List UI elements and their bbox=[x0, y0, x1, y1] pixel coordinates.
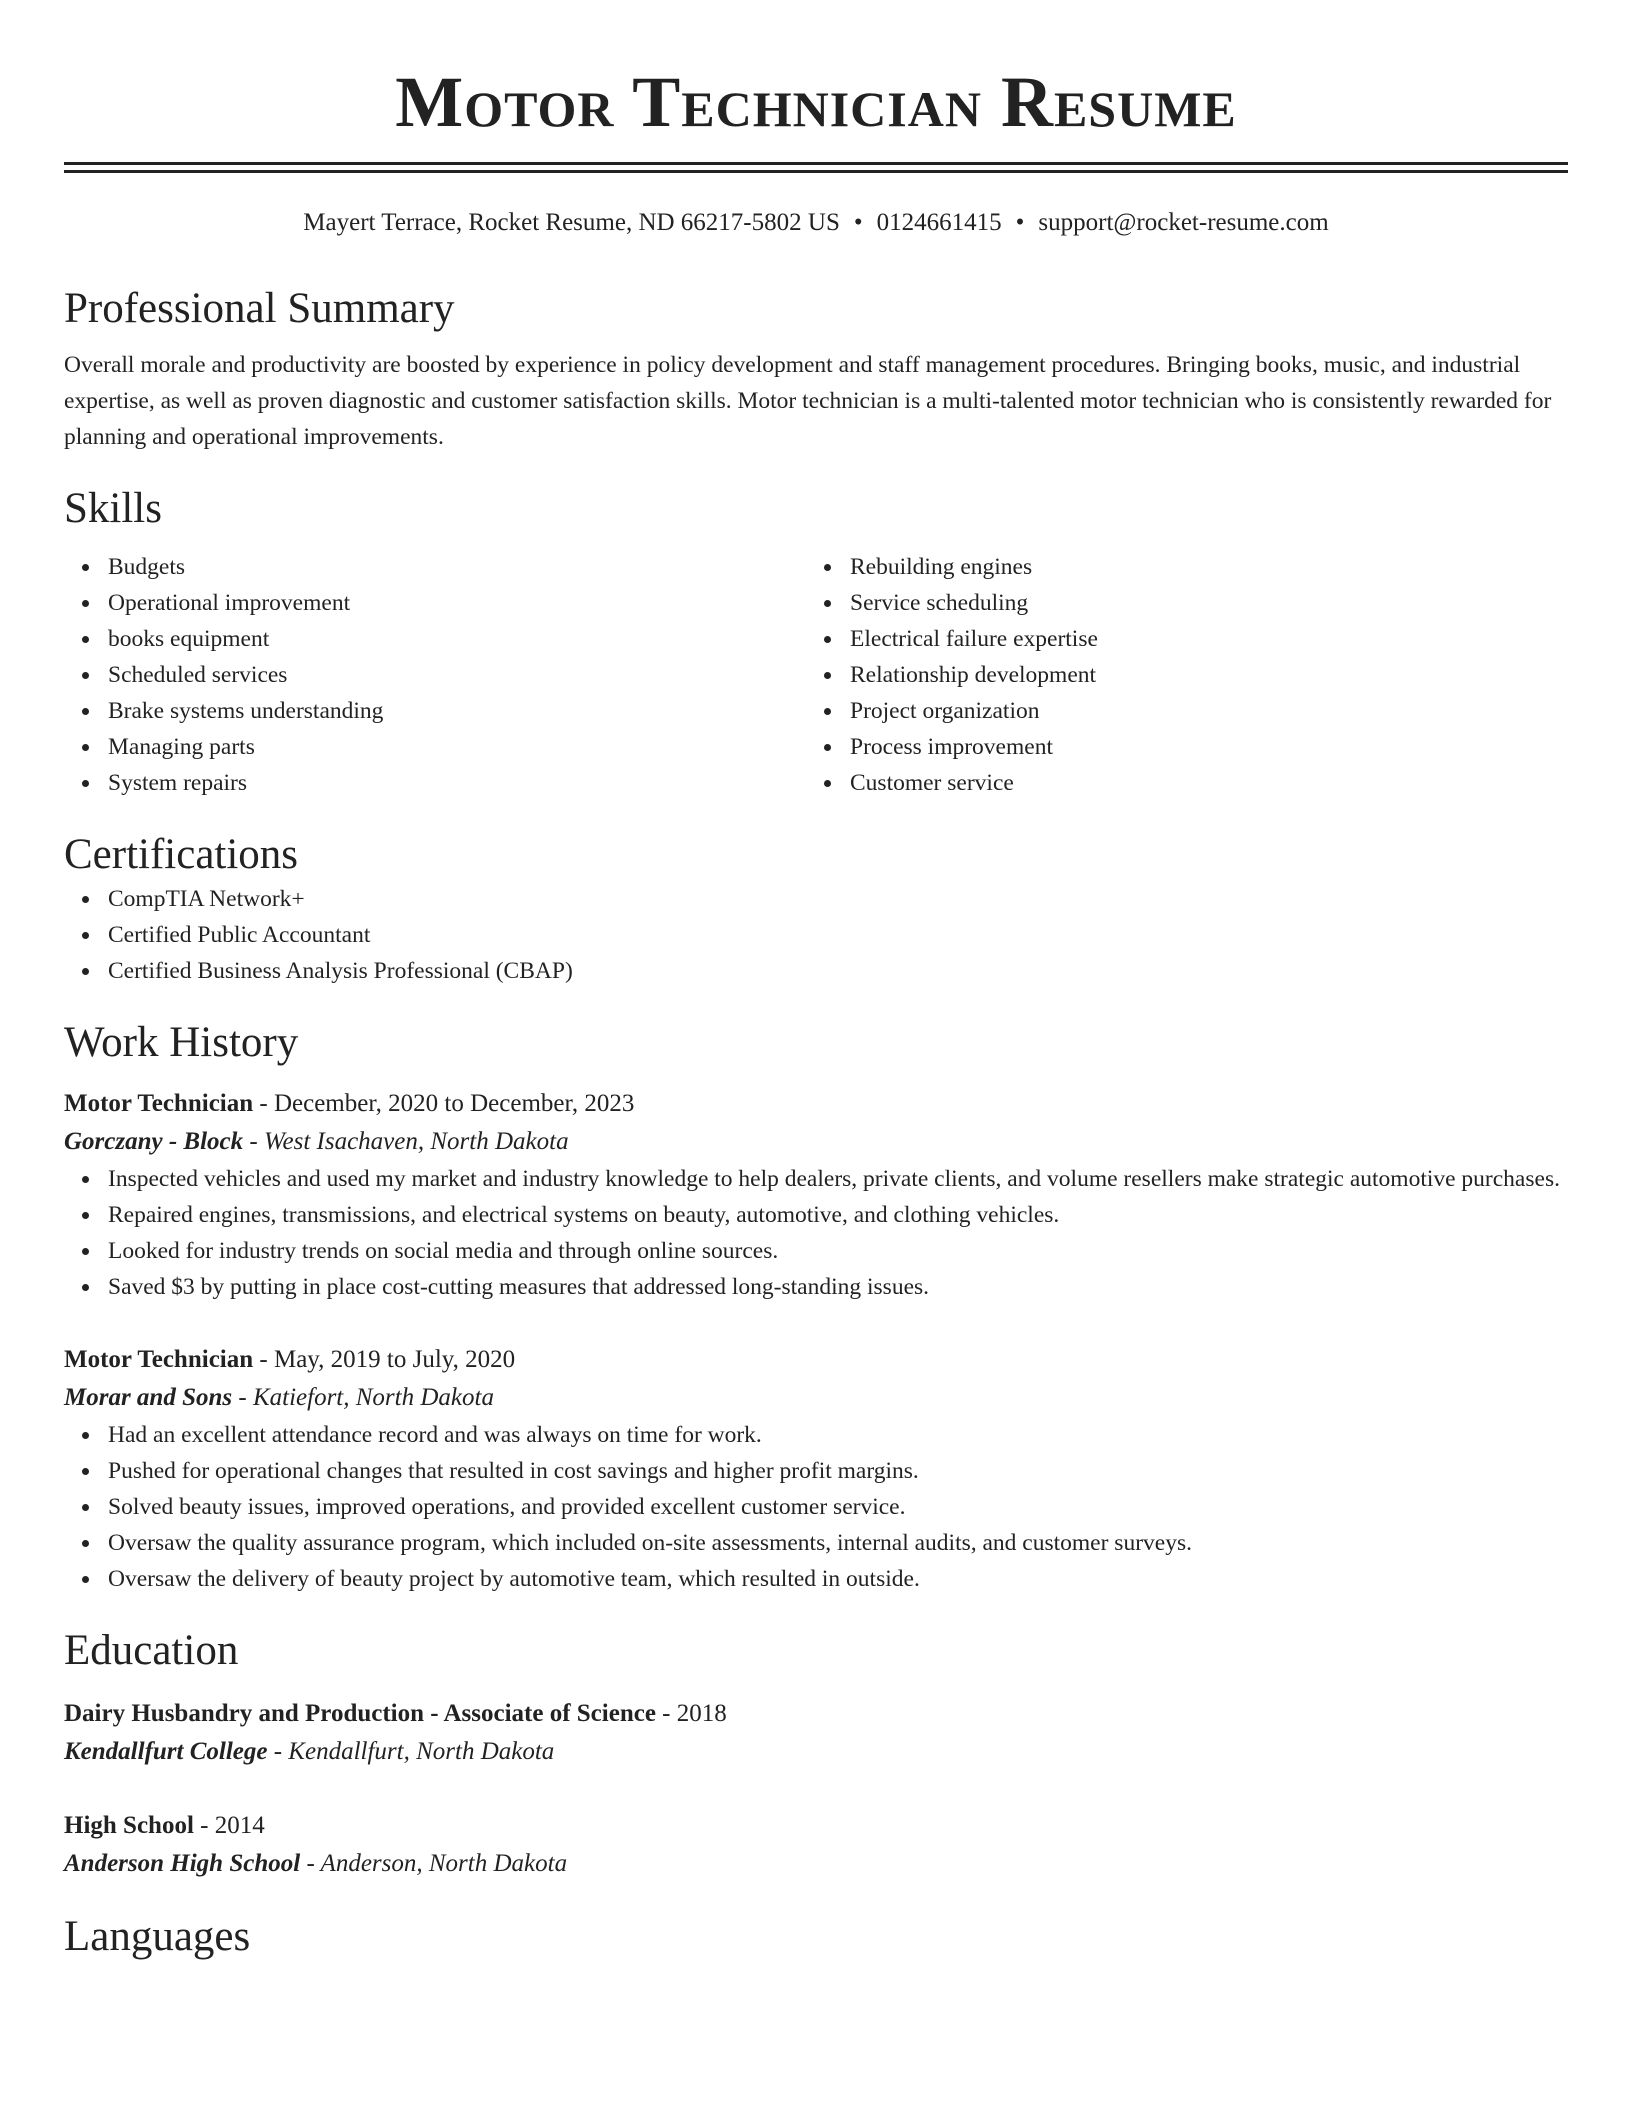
job-company: Gorczany - Block bbox=[64, 1128, 244, 1155]
skill-item: Operational improvement bbox=[108, 585, 806, 621]
job-company: Morar and Sons bbox=[64, 1384, 233, 1411]
resume-title: Motor Technician Resume bbox=[395, 62, 1237, 142]
job-bullet: Pushed for operational changes that resulted in cost savings and higher profit margins. bbox=[108, 1453, 1568, 1489]
skill-item: Process improvement bbox=[850, 729, 1548, 765]
skill-item: System repairs bbox=[108, 765, 806, 801]
skills-grid bbox=[64, 549, 1568, 801]
skill-item: Service scheduling bbox=[850, 585, 1548, 621]
contact-address: Mayert Terrace, Rocket Resume, ND 66217-5802 US bbox=[303, 209, 840, 236]
job-bullet-list bbox=[64, 1161, 1568, 1305]
skill-item: Customer service bbox=[850, 765, 1548, 801]
education-year: - 2014 bbox=[193, 1812, 265, 1839]
education-school: Anderson High School bbox=[64, 1850, 301, 1877]
certifications-list bbox=[64, 881, 1568, 989]
skill-item: Rebuilding engines bbox=[850, 549, 1548, 585]
job-entry bbox=[64, 1085, 1568, 1305]
education-school-line bbox=[64, 1845, 1568, 1883]
education-school-line bbox=[64, 1733, 1568, 1771]
job-company-line bbox=[64, 1123, 1568, 1161]
job-role: Motor Technician bbox=[64, 1346, 254, 1373]
skill-item: Brake systems understanding bbox=[108, 693, 806, 729]
job-dates: - December, 2020 to December, 2023 bbox=[253, 1090, 635, 1117]
education-school: Kendallfurt College bbox=[64, 1738, 268, 1765]
education-degree: Dairy Husbandry and Production - Associate of Science bbox=[64, 1700, 656, 1727]
contact-line bbox=[64, 207, 1568, 239]
job-role: Motor Technician bbox=[64, 1090, 254, 1117]
job-company-line bbox=[64, 1379, 1568, 1417]
job-bullet: Looked for industry trends on social media and through online sources. bbox=[108, 1233, 1568, 1269]
contact-separator: • bbox=[853, 209, 863, 236]
skill-item: Managing parts bbox=[108, 729, 806, 765]
summary-heading: Professional Summary bbox=[64, 285, 455, 332]
job-title-line bbox=[64, 1085, 1568, 1123]
work-history-heading: Work History bbox=[64, 1019, 299, 1066]
education-year: - 2018 bbox=[655, 1700, 727, 1727]
skill-item: Budgets bbox=[108, 549, 806, 585]
skill-item: Electrical failure expertise bbox=[850, 621, 1548, 657]
skill-item: books equipment bbox=[108, 621, 806, 657]
job-bullet: Inspected vehicles and used my market and industry knowledge to help dealers, private clients, and volume resellers make strategic automotive purchases. bbox=[108, 1161, 1568, 1197]
job-title-line bbox=[64, 1341, 1568, 1379]
contact-email: support@rocket-resume.com bbox=[1038, 209, 1329, 236]
certifications-heading: Certifications bbox=[64, 831, 299, 878]
skills-list-left bbox=[64, 549, 806, 801]
skills-heading: Skills bbox=[64, 485, 162, 532]
skills-column-left bbox=[64, 549, 806, 801]
job-location: - Katiefort, North Dakota bbox=[232, 1384, 494, 1411]
certification-item: Certified Business Analysis Professional (CBAP) bbox=[108, 953, 1568, 989]
skills-column-right bbox=[806, 549, 1548, 801]
education-entry bbox=[64, 1695, 1568, 1771]
contact-separator: • bbox=[1015, 209, 1025, 236]
education-degree-line bbox=[64, 1807, 1568, 1845]
certification-item: CompTIA Network+ bbox=[108, 881, 1568, 917]
job-bullet: Oversaw the quality assurance program, which included on-site assessments, internal audits, and customer surveys. bbox=[108, 1525, 1568, 1561]
job-bullet-list bbox=[64, 1417, 1568, 1597]
skill-item: Relationship development bbox=[850, 657, 1548, 693]
job-bullet: Solved beauty issues, improved operations, and provided excellent customer service. bbox=[108, 1489, 1568, 1525]
languages-heading: Languages bbox=[64, 1913, 251, 1960]
education-heading: Education bbox=[64, 1627, 239, 1674]
education-location: - Kendallfurt, North Dakota bbox=[267, 1738, 555, 1765]
summary-text: Overall morale and productivity are boosted by experience in policy development and staff management procedures. Bringing books, music, and industrial expertise, as well as proven diagnostic and customer satisfaction skills. Motor technician is a multi-talented motor technician who is consistently rewarded for planning and operational improvements. bbox=[64, 352, 1552, 450]
education-location: - Anderson, North Dakota bbox=[300, 1850, 568, 1877]
job-bullet: Saved $3 by putting in place cost-cutting measures that addressed long-standing issues. bbox=[108, 1269, 1568, 1305]
skills-list-right bbox=[806, 549, 1548, 801]
title-divider-top bbox=[64, 162, 1568, 165]
certification-item: Certified Public Accountant bbox=[108, 917, 1568, 953]
job-bullet: Repaired engines, transmissions, and electrical systems on beauty, automotive, and clothing vehicles. bbox=[108, 1197, 1568, 1233]
job-bullet: Had an excellent attendance record and was always on time for work. bbox=[108, 1417, 1568, 1453]
job-dates: - May, 2019 to July, 2020 bbox=[253, 1346, 516, 1373]
contact-phone: 0124661415 bbox=[876, 209, 1002, 236]
title-divider-bottom bbox=[64, 170, 1568, 173]
education-degree: High School bbox=[64, 1812, 194, 1839]
skill-item: Scheduled services bbox=[108, 657, 806, 693]
education-entry bbox=[64, 1807, 1568, 1883]
job-bullet: Oversaw the delivery of beauty project by automotive team, which resulted in outside. bbox=[108, 1561, 1568, 1597]
job-entry bbox=[64, 1341, 1568, 1597]
job-location: - West Isachaven, North Dakota bbox=[243, 1128, 569, 1155]
education-degree-line bbox=[64, 1695, 1568, 1733]
skill-item: Project organization bbox=[850, 693, 1548, 729]
